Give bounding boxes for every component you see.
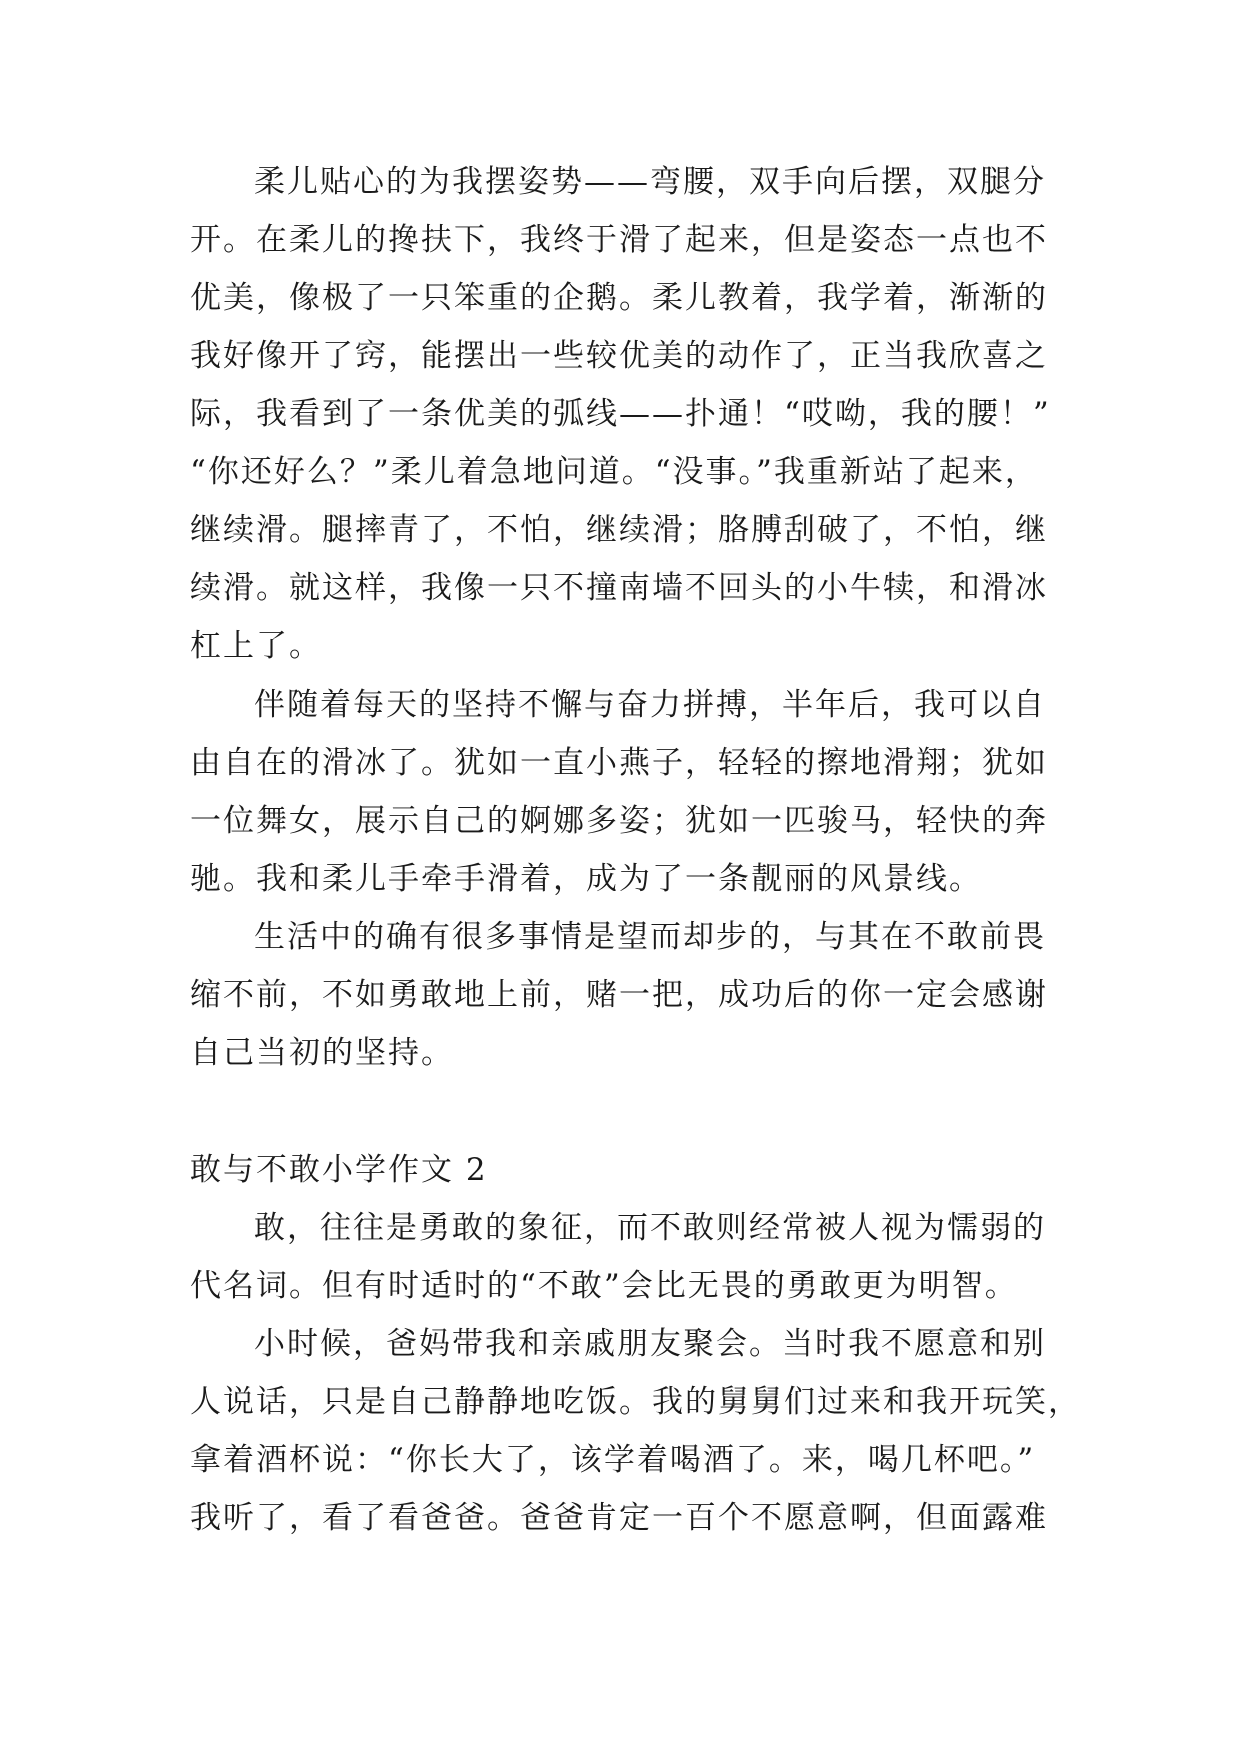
paragraph-line: 优美，像极了一只笨重的企鹅。柔儿教着，我学着，渐渐的 (190, 280, 1048, 316)
paragraph-half-year-later (190, 676, 1050, 908)
paragraph-line: 继续滑。腿摔青了，不怕，继续滑；胳膊刮破了，不怕，继 (190, 512, 1048, 548)
paragraph-line: 缩不前，不如勇敢地上前，赌一把，成功后的你一定会感谢 (190, 977, 1048, 1013)
essay-heading-block (190, 1141, 1050, 1199)
paragraph-line: 我听了，看了看爸爸。爸爸肯定一百个不愿意啊，但面露难 (190, 1500, 1048, 1536)
paragraph-line: 际，我看到了一条优美的弧线——扑通！“哎呦，我的腰！” (190, 396, 1051, 432)
paragraph-line: 伴随着每天的坚持不懈与奋力拼搏，半年后，我可以自 (254, 687, 1046, 723)
paragraph-courage-definition (190, 1199, 1050, 1315)
paragraph-line: 拿着酒杯说：“你长大了，该学着喝酒了。来，喝几杯吧。” (190, 1442, 1036, 1478)
paragraph-line: 代名词。但有时适时的“不敢”会比无畏的勇敢更为明智。 (190, 1268, 1018, 1304)
paragraph-line: 续滑。就这样，我像一只不撞南墙不回头的小牛犊，和滑冰 (190, 570, 1048, 606)
paragraph-line: 柔儿贴心的为我摆姿势——弯腰，双手向后摆，双腿分 (254, 164, 1046, 200)
paragraph-line: 驰。我和柔儿手牵手滑着，成为了一条靓丽的风景线。 (190, 861, 982, 897)
paragraph-line: 小时候，爸妈带我和亲戚朋友聚会。当时我不愿意和别 (254, 1326, 1046, 1362)
paragraph-line: 杠上了。 (190, 628, 322, 664)
paragraph-childhood-story (190, 1315, 1081, 1547)
essay-heading: 敢与不敢小学作文 2 (190, 1152, 488, 1188)
paragraph-conclusion (190, 908, 1050, 1082)
paragraph-line: 人说话，只是自己静静地吃饭。我的舅舅们过来和我开玩笑， (190, 1384, 1081, 1420)
paragraph-line: “你还好么？”柔儿着急地问道。“没事。”我重新站了起来， (190, 454, 1038, 490)
paragraph-line: 一位舞女，展示自己的婀娜多姿；犹如一匹骏马，轻快的奔 (190, 803, 1048, 839)
paragraph-ice-skating-learning (190, 153, 1050, 675)
paragraph-line: 开。在柔儿的搀扶下，我终于滑了起来，但是姿态一点也不 (190, 222, 1048, 258)
paragraph-line: 敢，往往是勇敢的象征，而不敢则经常被人视为懦弱的 (254, 1210, 1046, 1246)
paragraph-line: 生活中的确有很多事情是望而却步的，与其在不敢前畏 (254, 919, 1046, 955)
paragraph-line: 我好像开了窍，能摆出一些较优美的动作了，正当我欣喜之 (190, 338, 1048, 374)
paragraph-line: 由自在的滑冰了。犹如一直小燕子，轻轻的擦地滑翔；犹如 (190, 745, 1048, 781)
paragraph-line: 自己当初的坚持。 (190, 1035, 454, 1071)
